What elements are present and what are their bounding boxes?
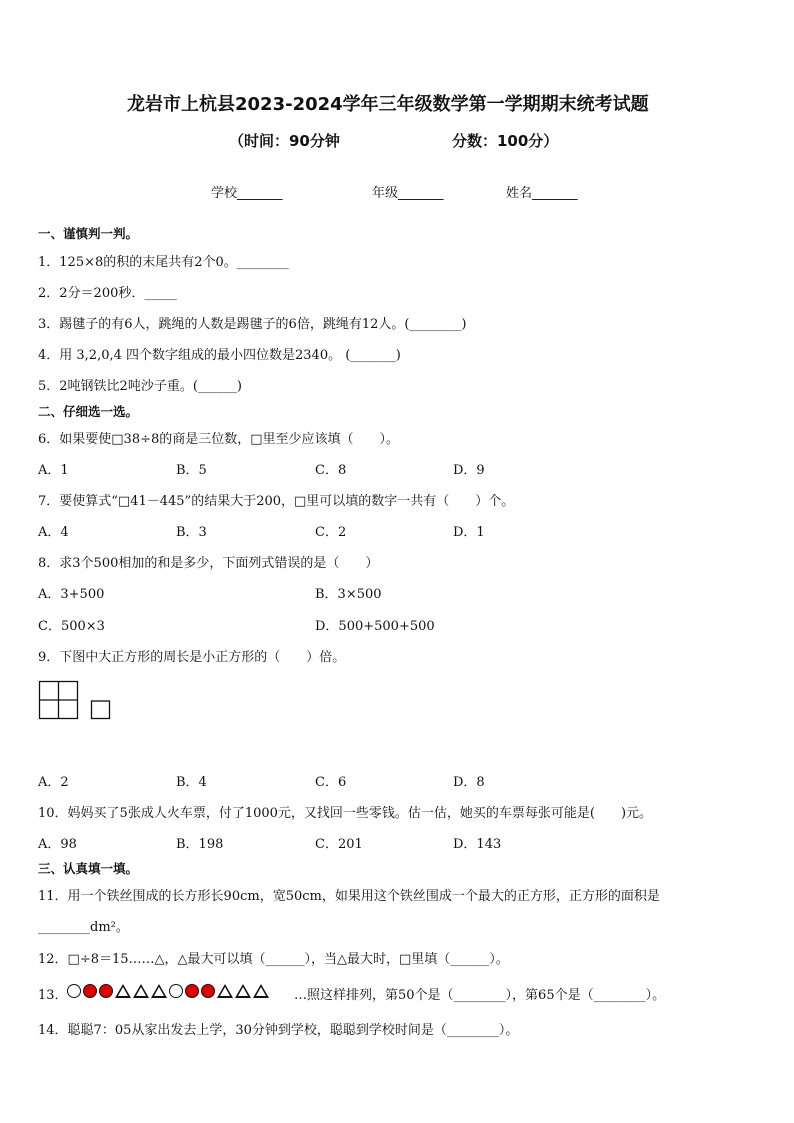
question-9: 9．下图中大正方形的周长是小正方形的（ ）倍。	[38, 650, 346, 665]
school-field: 学校_______	[211, 186, 283, 201]
q8-option-b: B．3×500	[315, 587, 382, 602]
triangle-icon	[217, 984, 233, 998]
q7-option-c: C．2	[315, 525, 347, 540]
q10-option-a: A．98	[38, 837, 77, 852]
q9-option-b: B．4	[176, 775, 207, 790]
question-14: 14．聪聪7：05从家出发去上学，30分钟到学校，聪聪到学校时间是（________）。	[38, 1023, 519, 1038]
question-7: 7．要使算式“□41－445”的结果大于200，□里可以填的数字一共有（ ）个。	[38, 494, 515, 509]
triangle-icon	[253, 984, 269, 998]
exam-time: （时间：90分钟	[229, 132, 340, 150]
circle-red-icon	[201, 984, 215, 998]
q13-shape-pattern	[67, 982, 271, 1000]
circle-red-icon	[99, 984, 113, 998]
small-square	[92, 701, 110, 719]
triangle-icon	[151, 984, 167, 998]
question-13-text: …照这样排列，第50个是（________），第65个是（________）。	[294, 988, 666, 1003]
square-figure	[38, 680, 118, 722]
q8-option-d: D．500+500+500	[315, 619, 435, 634]
question-1: 1．125×8的积的末尾共有2个0。________	[38, 255, 289, 270]
q7-option-a: A．4	[38, 525, 69, 540]
q7-option-d: D．1	[453, 525, 485, 540]
q6-option-b: B．5	[176, 463, 207, 478]
question-13-number: 13．	[38, 988, 68, 1003]
question-11-continuation: ________dm²。	[38, 920, 129, 935]
question-11: 11．用一个铁丝围成的长方形长90cm，宽50cm，如果用这个铁丝围成一个最大的正方形，正方形的面积是	[38, 889, 660, 904]
q6-option-d: D．9	[453, 463, 485, 478]
circle-red-icon	[185, 984, 199, 998]
q9-option-d: D．8	[453, 775, 485, 790]
circle-red-icon	[83, 984, 97, 998]
section-heading-2: 二、仔细选一选。	[38, 404, 139, 419]
q8-option-a: A．3+500	[38, 587, 105, 602]
question-5: 5．2吨钢铁比2吨沙子重。(______)	[38, 379, 242, 394]
q6-option-c: C．8	[315, 463, 347, 478]
triangle-icon	[133, 984, 149, 998]
exam-title: 龙岩市上杭县2023-2024学年三年级数学第一学期期末统考试题	[127, 94, 649, 115]
q8-option-c: C．500×3	[38, 619, 105, 634]
q10-option-d: D．143	[453, 837, 502, 852]
q10-option-b: B．198	[176, 837, 224, 852]
q10-option-c: C．201	[315, 837, 363, 852]
q6-option-a: A．1	[38, 463, 69, 478]
grade-field: 年级_______	[372, 186, 444, 201]
section-heading-1: 一、谨慎判一判。	[38, 226, 139, 241]
question-6: 6．如果要使□38÷8的商是三位数，□里至少应该填（ ）。	[38, 432, 400, 447]
question-12: 12．□÷8＝15……△，△最大可以填（______），当△最大时，□里填（______）。	[38, 952, 509, 967]
q9-option-c: C．6	[315, 775, 347, 790]
question-2: 2．2分＝200秒．_____	[38, 286, 177, 301]
question-4: 4．用 3,2,0,4 四个数字组成的最小四位数是2340。 (_______)	[38, 348, 401, 363]
question-3: 3．踢毽子的有6人，跳绳的人数是踢毽子的6倍，跳绳有12人。(________)	[38, 317, 467, 332]
name-field: 姓名_______	[506, 186, 578, 201]
q9-option-a: A．2	[38, 775, 69, 790]
question-8: 8．求3个500相加的和是多少，下面列式错误的是（ ）	[38, 556, 379, 571]
circle-outline-icon	[67, 984, 81, 998]
q7-option-b: B．3	[176, 525, 207, 540]
question-10: 10．妈妈买了5张成人火车票，付了1000元，又找回一些零钱。估一估，她买的车票每张可能是( )元。	[38, 806, 653, 821]
triangle-icon	[235, 984, 251, 998]
circle-outline-icon	[169, 984, 183, 998]
section-heading-3: 三、认真填一填。	[38, 861, 139, 876]
triangle-icon	[115, 984, 131, 998]
exam-score: 分数：100分）	[452, 132, 559, 150]
